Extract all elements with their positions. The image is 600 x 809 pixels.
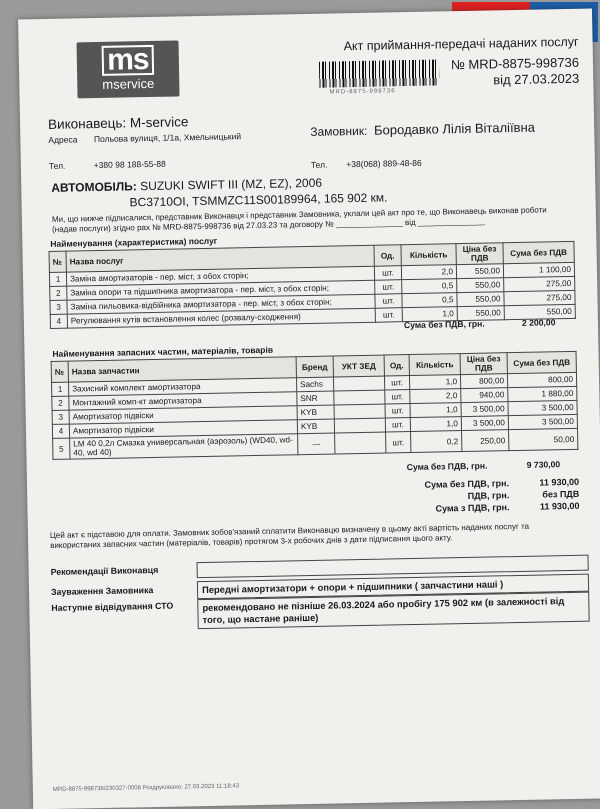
- intro-text: Ми, що нижче підписалися, представник Виконавця і представник Замовника, уклали цей акт про те, що Виконавець виконав роботи (надав послуги) згідно рах № MRD-8875-998736 від 27.03.23 та договору № _______________ від _______________: [51, 205, 547, 234]
- parts-sum: 9 730,00: [526, 459, 561, 470]
- car-model: АВТОМОБІЛЬ: SUZUKI SWIFT III (MZ, EZ), 2006: [51, 175, 323, 195]
- car-details: BC3710OI, TSMMZC11S00189964, 165 902 км.: [129, 190, 388, 210]
- vat-label: ПДВ, грн.: [467, 490, 510, 501]
- parts-section-title: Найменування запасних частин, матеріалів, товарів: [52, 344, 274, 359]
- executor-tel: Тел. +380 98 188-55-88: [48, 158, 166, 171]
- logo-sub: mservice: [102, 75, 155, 92]
- barcode-text: MRD-8875-998736: [329, 88, 396, 96]
- table-row: 3 Заміна пильовика-відбійника амортизатора - пер. міст, з обох сторін; шт. 0,5 550,00 275,00: [50, 290, 575, 314]
- customer-tel: Тел. +38(068) 889-48-86: [310, 157, 422, 170]
- footer-text: Цей акт є підставою для оплати. Замовник зобов'язаний сплатити Виконавцю визначену в цьому акті вартість наданих послуг та використаних запасних частин (матеріалів, товарів) протягом 3-х робочих днів з дати підписання цього акту.: [49, 521, 530, 550]
- table-row: 2 Монтажний комп-кт амортизатора SNR шт. 2,0 940,00 1 880,00: [52, 386, 577, 410]
- vat-value: без ПДВ: [542, 488, 580, 500]
- total-no-vat: 11 930,00: [539, 476, 580, 488]
- logo-main: ms: [102, 45, 154, 76]
- next-visit-box: рекомендовано не пізніше 26.03.2024 або пробігу 175 902 км (в залежності від того, що настане раніше): [197, 592, 590, 630]
- table-row: 3 Амортизатор підвіски KYB шт. 1,0 3 500,00 3 500,00: [52, 400, 577, 424]
- print-stamp: MRD-8875-998736/230327-0008 Роздруковано: 27.03.2023 11:18:43: [52, 783, 240, 793]
- total-with-vat-label: Сума з ПДВ, грн.: [435, 502, 510, 514]
- table-row: 4 Амортизатор підвіски KYB шт. 1,0 3 500,00 3 500,00: [52, 414, 577, 438]
- services-table: [49, 241, 576, 329]
- table-row: 2 Заміна опори та підшипника амортизатора - пер. міст, з обох сторін; шт. 0,5 550,00 275,00: [50, 276, 575, 300]
- services-sum: 2 200,00: [521, 317, 556, 328]
- total-with-vat: 11 930,00: [539, 500, 580, 512]
- services-section-title: Найменування (характеристика) послуг: [50, 235, 218, 249]
- table-row: 1 Захисний комплект амортизатора Sachs шт. 1,0 800,00 800,00: [52, 372, 577, 396]
- table-row: 4 Регулювання кутів встановлення колес (розвалу-сходження) шт. 1,0 550,00 550,00: [50, 304, 575, 328]
- recommendations-label: Рекомендації Виконавця: [50, 564, 159, 577]
- act-title: Акт приймання-передачі наданих послуг: [343, 34, 579, 54]
- customer-remarks-box: Передні амортизатори + опори + підшипники ( запчастини наші ): [197, 574, 589, 600]
- services-sum-label: Сума без ПДВ, грн.: [403, 318, 485, 331]
- table-row: 5 LM 40 0,2л Смазка универсальная (аэрозоль) (WD40, wd-40, wd 40) --- шт. 0,2 250,00 50,00: [53, 428, 578, 459]
- customer-remarks-label: Зауваження Замовника: [50, 585, 154, 597]
- services-header-row: № Назва послуг Од. Кількість Ціна без ПДВ Сума без ПДВ: [49, 241, 574, 272]
- parts-header-row: № Назва запчастин Бренд УКТ ЗЕД Од. Кількість Ціна без ПДВ Сума без ПДВ: [51, 351, 576, 382]
- document-page: [18, 8, 600, 809]
- next-visit-label: Наступне відвідування СТО: [51, 600, 174, 613]
- executor-address: Адреса Польова вулиця, 1/1а, Хмельницький: [48, 131, 242, 145]
- table-row: 1 Заміна амортизаторів - пер. міст, з обох сторін; шт. 2,0 550,00 1 100,00: [49, 262, 574, 286]
- act-number: № MRD-8875-998736: [450, 54, 580, 73]
- parts-table: [51, 351, 579, 460]
- barcode: [319, 59, 439, 87]
- mservice-logo: [77, 40, 180, 98]
- customer: Замовник: Бородавко Лілія Віталіївна: [310, 119, 536, 139]
- executor-label: Виконавець: M-service: [47, 114, 189, 132]
- total-no-vat-label: Сума без ПДВ, грн.: [424, 478, 510, 490]
- parts-sum-label: Сума без ПДВ, грн.: [406, 460, 488, 473]
- act-date: від 27.03.2023: [493, 70, 580, 88]
